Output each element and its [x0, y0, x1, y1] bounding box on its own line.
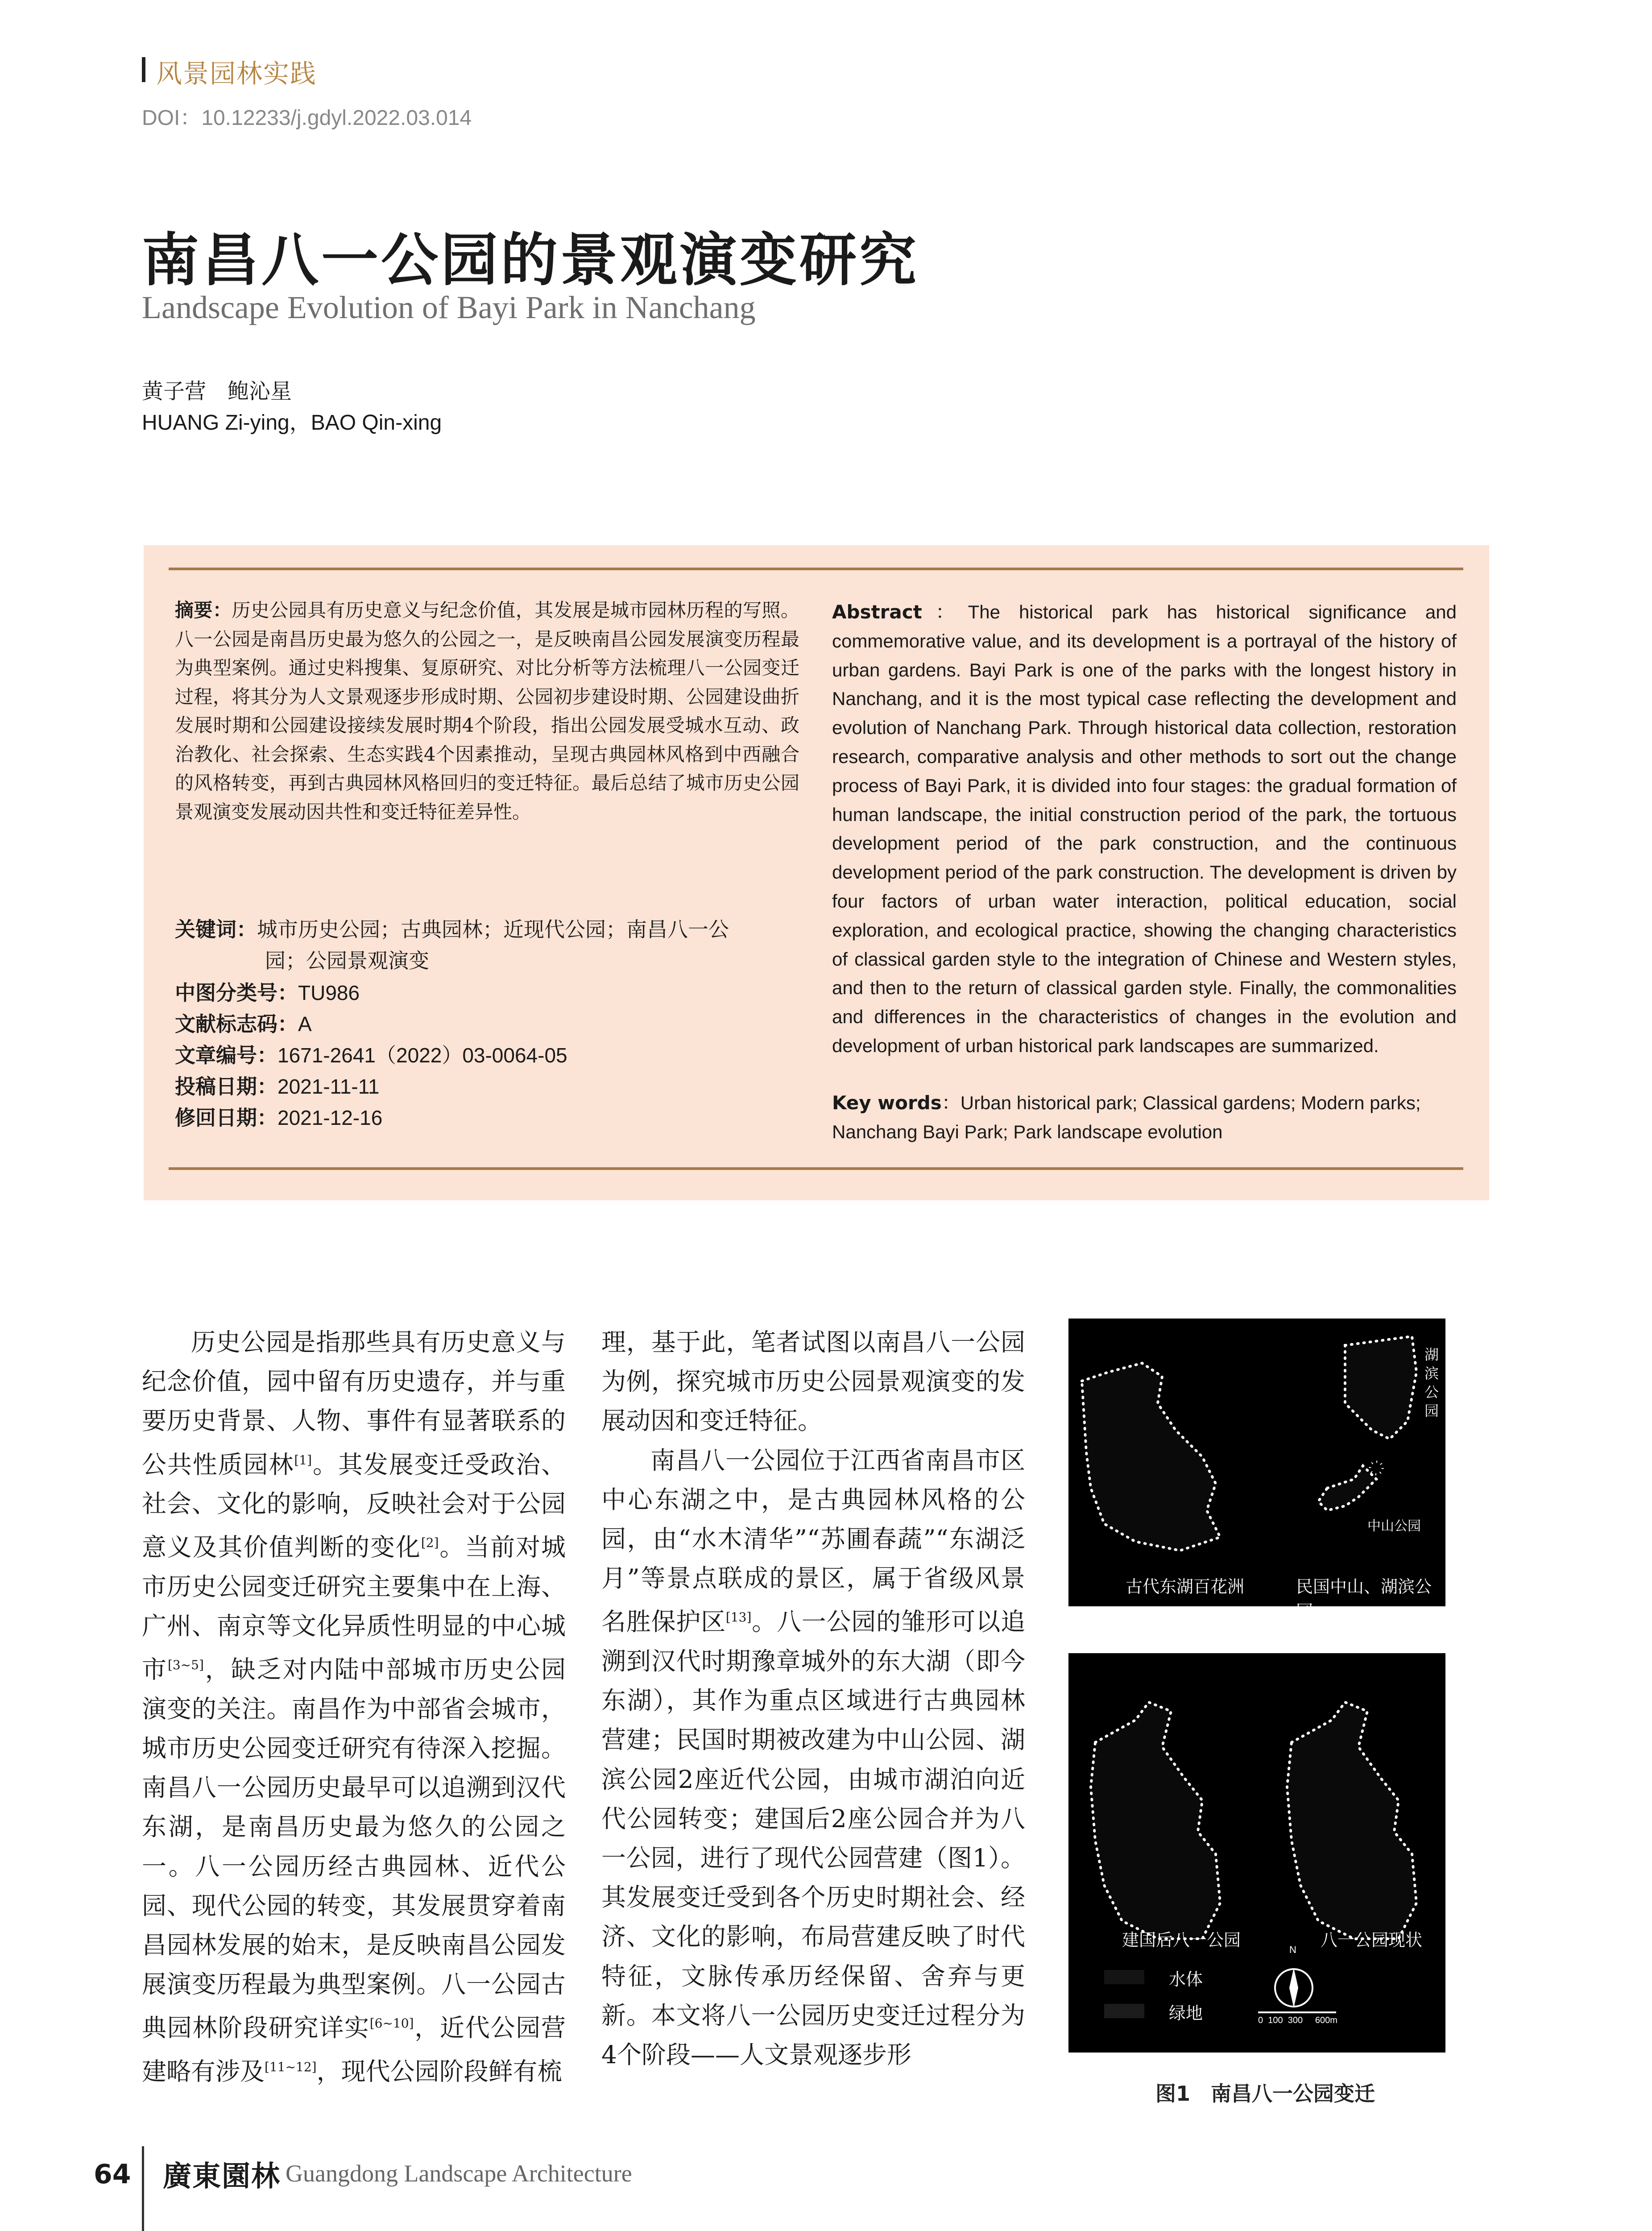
doc-code-value: A [298, 1012, 312, 1036]
abstract-cn-label: 摘要： [175, 599, 232, 621]
clc-value: TU986 [298, 981, 360, 1004]
legend-green-swatch [1104, 2004, 1144, 2018]
doi: DOI：10.12233/j.gdyl.2022.03.014 [142, 106, 472, 130]
panel-postwar-label: 建国后八一公园 [1122, 1931, 1241, 1950]
map-modern-periods [1068, 1653, 1445, 2053]
panel-republic-label: 民国中山、湖滨公园 [1296, 1578, 1432, 1621]
scale-label: 0 100 300 600m [1258, 2015, 1337, 2025]
baihuazhou-outline [1082, 1363, 1220, 1551]
citation[interactable]: [13] [725, 1610, 752, 1625]
figure-caption: 图1 南昌八一公园变迁 [1155, 2082, 1375, 2106]
hubin-park-outline [1345, 1336, 1416, 1439]
revised-value: 2021-12-16 [277, 1106, 383, 1129]
authors-cn: 黄子营 鲍沁星 [142, 380, 292, 403]
body-paragraph: 理，基于此，笔者试图以南昌八一公园为例，探究城市历史公园景观演变的发展动因和变迁特征。 [601, 1328, 1025, 1435]
keywords-en-text: ：Urban historical park; Classical gardens; Modern parks; Nanchang Bayi Park; Park landscape evolution [832, 1092, 1421, 1142]
revised-row [175, 1102, 808, 1133]
received-label: 投稿日期： [175, 1074, 277, 1099]
journal-name-en: Guangdong Landscape Architecture [286, 2160, 632, 2187]
abstract-top-rule [169, 568, 1463, 570]
authors-en: HUANG Zi-ying，BAO Qin-xing [142, 411, 442, 435]
title-en: Landscape Evolution of Bayi Park in Nanchang [142, 290, 756, 325]
keywords-en-label: Key words [832, 1092, 942, 1114]
abstract-cn [175, 596, 799, 826]
north-arrow-needle [1289, 1968, 1298, 2008]
abstract-en-text: ：The historical park has historical significance and commemorative value, and its development is a portrayal of the history of urban gardens. Bayi Park is one of the parks with the longest history in Nanchang, and it is the most typical case reflecting the development and evolution of Nanchang Park. Through historical data collection, restoration research, comparative analysis and other methods to sort out the change process of Bayi Park, it is divided into four stages: the gradual formation of human landscape, the initial construction period of the park, the tortuous development period of the park construction, and the continuous development period of the park construction. The development is driven by four factors of urban water interaction, political education, social exploration, and ecological practice, showing the changing characteristics of classical garden style to the integration of Chinese and Western styles, and then to the return of classical garden style. Finally, the commonalities and differences in the characteristics of changes in the evolution and development of urban historical park landscapes are summarized. [832, 601, 1457, 1056]
page-number: 64 [94, 2159, 131, 2190]
section-label: 风景园林实践 [156, 58, 317, 89]
keywords-cn-line1: 城市历史公园；古典园林；近现代公园；南昌八一公 [257, 918, 729, 941]
hubin-park-label: 湖滨公园 [1424, 1347, 1439, 1419]
panel-ancient-label: 古代东湖百花洲 [1126, 1578, 1245, 1597]
article-no-label: 文章编号： [175, 1043, 277, 1067]
received-row [175, 1071, 808, 1102]
legend-water-label: 水体 [1169, 1970, 1203, 1989]
body-paragraph: 历史公园是指那些具有历史意义与纪念价值，园中留有历史遗存，并与重要历史背景、人物、事件有显著联系的公共性质园林[1]。其发展变迁受政治、社会、文化的影响，反映社会对于公园意义及其价值判断的变化[2]。当前对城市历史公园变迁研究主要集中在上海、广州、南京等文化异质性明显的中心城市[3~5]，缺乏对内陆中部城市历史公园演变的关注。南昌作为中部省会城市，城市历史公园变迁研究有待深入挖掘。南昌八一公园历史最早可以追溯到汉代东湖，是南昌历史最为悠久的公园之一。八一公园历经古典园林、近代公园、现代公园的转变，其发展贯穿着南昌园林发展的始末，是反映南昌公园发展演变历程最为典型案例。八一公园古典园林阶段研究详实[6~10]，近代公园营建略有涉及[11~12]，现代公园阶段鲜有梳 [142, 1328, 566, 2086]
received-value: 2021-11-11 [277, 1075, 380, 1098]
abstract-cn-text: 历史公园具有历史意义与纪念价值，其发展是城市园林历程的写照。八一公园是南昌历史最为悠久的公园之一，是反映南昌公园发展演变历程最为典型案例。通过史料搜集、复原研究、对比分析等方法梳理八一公园变迁过程，将其分为人文景观逐步形成时期、公园初步建设时期、公园建设曲折发展时期和公园建设接续发展时期4个阶段，指出公园发展受城水互动、政治教化、社会探索、生态实践4个因素推动，呈现古典园林风格到中西融合的风格转变，再到古典园林风格回归的变迁特征。最后总结了城市历史公园景观演变发展动因共性和变迁特征差异性。 [175, 599, 799, 823]
body-column-1 [142, 1323, 566, 2091]
abstract-en-label: Abstract [832, 601, 922, 623]
body-column-2 [601, 1323, 1025, 2074]
abstract-en [832, 598, 1457, 1061]
current-bayi-outline [1287, 1702, 1416, 1939]
citation[interactable]: [2] [421, 1535, 439, 1551]
clc-label: 中图分类号： [175, 981, 298, 1005]
keywords-cn [175, 914, 808, 945]
citation[interactable]: [11~12] [265, 2059, 317, 2074]
citation[interactable]: [1] [294, 1452, 312, 1468]
panel-current-label: 八一公园现状 [1321, 1931, 1423, 1950]
figure-panel-top [1068, 1319, 1445, 1621]
keywords-cn-label: 关键词： [175, 917, 257, 941]
legend-water-swatch [1104, 1970, 1144, 1984]
island-outline [1370, 1462, 1383, 1474]
keywords-cn-cont: 园；公园景观演变 [265, 949, 429, 972]
doc-code-row [175, 1008, 808, 1040]
body-paragraph: 南昌八一公园位于江西省南昌市区中心东湖之中，是古典园林风格的公园，由“水木清华”“苏圃春蔬”“东湖泛月”等景点联成的景区，属于省级风景名胜保护区[13]。八一公园的雏形可以追溯到汉代时期豫章城外的东大湖（即今东湖），其作为重点区域进行古典园林营建；民国时期被改建为中山公园、湖滨公园2座近代公园，由城市湖泊向近代公园转变；建国后2座公园合并为八一公园，进行了现代公园营建（图1）。其发展变迁受到各个历史时期社会、经济、文化的影响，布局营建反映了时代特征，文脉传承历经保留、舍弃与更新。本文将八一公园历史变迁过程分为4个阶段——人文景观逐步形 [601, 1446, 1025, 2069]
footer-bar [142, 2146, 144, 2231]
doc-code-label: 文献标志码： [175, 1012, 298, 1036]
journal-logo-cn: 廣東園林 [163, 2160, 281, 2193]
revised-label: 修回日期： [175, 1106, 277, 1130]
legend-green-label: 绿地 [1169, 2004, 1203, 2023]
north-label: N [1289, 1944, 1296, 1955]
abstract-bottom-rule [169, 1167, 1463, 1170]
citation[interactable]: [3~5] [167, 1658, 204, 1673]
title-cn: 南昌八一公园的景观演变研究 [142, 227, 919, 294]
zhongshan-park-label: 中山公园 [1367, 1519, 1421, 1534]
keywords-en [832, 1089, 1457, 1147]
article-no-row [175, 1040, 808, 1071]
figure-panel-bottom [1068, 1653, 1445, 2053]
section-bar [142, 57, 145, 82]
zhongshan-park-outline [1318, 1466, 1376, 1510]
article-no-value: 1671-2641（2022）03-0064-05 [277, 1044, 567, 1067]
clc-row [175, 977, 808, 1008]
postwar-bayi-outline [1091, 1702, 1220, 1939]
citation[interactable]: [6~10] [369, 2016, 414, 2031]
map-historical-periods [1068, 1319, 1445, 1606]
